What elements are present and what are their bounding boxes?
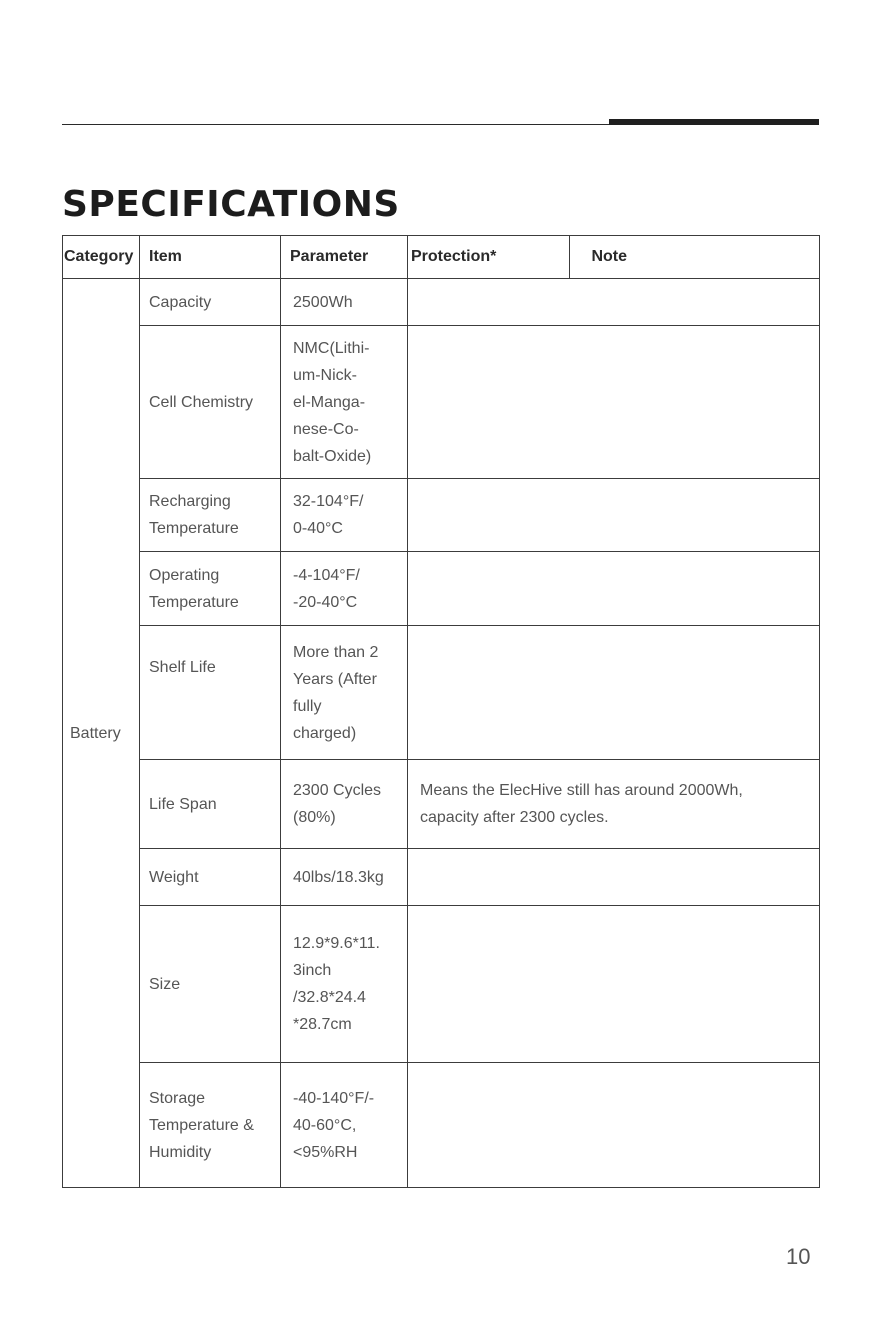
item-cell: Cell Chemistry bbox=[140, 326, 281, 479]
parameter-line: el-Manga- bbox=[293, 393, 366, 411]
category-cell: Battery bbox=[63, 279, 140, 1188]
item-cell: Capacity bbox=[140, 279, 281, 326]
note-cell bbox=[408, 479, 820, 552]
page-title: SPECIFICATIONS bbox=[62, 184, 400, 225]
note-cell bbox=[408, 626, 820, 760]
specifications-table bbox=[62, 235, 820, 1188]
header-note: Note bbox=[591, 248, 628, 265]
parameter-line: (80%) bbox=[293, 809, 336, 826]
table-row bbox=[63, 279, 820, 326]
note-cell bbox=[408, 552, 820, 626]
header-protection: Protection* bbox=[411, 248, 497, 265]
header-rule-thick bbox=[609, 119, 819, 125]
note-cell bbox=[408, 849, 820, 906]
header-parameter: Parameter bbox=[281, 236, 408, 279]
parameter-line: um-Nick- bbox=[293, 366, 357, 384]
parameter-line: <95%RH bbox=[293, 1143, 358, 1161]
parameter-line: -20-40°C bbox=[293, 593, 358, 611]
parameter-line: More than 2 bbox=[293, 643, 379, 661]
table-row bbox=[63, 1063, 820, 1188]
header-item: Item bbox=[140, 236, 281, 279]
table-row bbox=[63, 626, 820, 760]
header-divider bbox=[569, 235, 570, 278]
item-cell bbox=[140, 552, 281, 626]
parameter-cell bbox=[281, 326, 408, 479]
header-category: Category bbox=[63, 236, 140, 279]
item-line: Temperature bbox=[149, 593, 239, 611]
parameter-cell bbox=[281, 849, 408, 906]
parameter-line: NMC(Lithi- bbox=[293, 339, 370, 357]
item-cell bbox=[140, 479, 281, 552]
parameter-line: -4-104°F/ bbox=[293, 566, 360, 584]
parameter-line: nese-Co- bbox=[293, 420, 359, 438]
item-cell: Weight bbox=[140, 849, 281, 906]
parameter-cell bbox=[281, 479, 408, 552]
parameter-line: 0-40°C bbox=[293, 520, 343, 537]
parameter-line: 40lbs/18.3kg bbox=[293, 868, 384, 886]
parameter-line: Years (After bbox=[293, 670, 377, 688]
parameter-line: 3inch bbox=[293, 962, 332, 979]
parameter-line: -40-140°F/- bbox=[293, 1089, 375, 1107]
item-cell: Life Span bbox=[140, 760, 281, 849]
table-row bbox=[63, 760, 820, 849]
parameter-line: 32-104°F/ bbox=[293, 493, 364, 510]
item-line: Temperature bbox=[149, 520, 239, 537]
item-cell bbox=[140, 1063, 281, 1188]
table-row bbox=[63, 906, 820, 1063]
item-cell: Size bbox=[140, 906, 281, 1063]
parameter-line: balt-Oxide) bbox=[293, 447, 372, 465]
note-cell bbox=[408, 906, 820, 1063]
parameter-line: 2500Wh bbox=[293, 293, 353, 311]
parameter-line: charged) bbox=[293, 724, 357, 742]
note-cell: Means the ElecHive still has around 2000Wh, capacity after 2300 cycles. bbox=[408, 760, 820, 849]
parameter-cell bbox=[281, 279, 408, 326]
item-line: Recharging bbox=[149, 493, 231, 510]
parameter-line: 40-60°C, bbox=[293, 1116, 357, 1134]
header-protection-note bbox=[408, 236, 820, 279]
parameter-cell bbox=[281, 1063, 408, 1188]
table-row bbox=[63, 326, 820, 479]
parameter-line: /32.8*24.4 bbox=[293, 989, 366, 1006]
parameter-line: *28.7cm bbox=[293, 1016, 352, 1033]
parameter-line: 12.9*9.6*11. bbox=[293, 935, 380, 952]
table-row bbox=[63, 479, 820, 552]
parameter-line: fully bbox=[293, 697, 322, 715]
parameter-cell bbox=[281, 906, 408, 1063]
item-line: Humidity bbox=[149, 1143, 212, 1161]
table-header-row bbox=[63, 236, 820, 279]
header-rule-thin bbox=[62, 124, 610, 125]
table-row bbox=[63, 552, 820, 626]
parameter-cell bbox=[281, 626, 408, 760]
item-line: Operating bbox=[149, 566, 220, 584]
item-line: Storage bbox=[149, 1089, 206, 1107]
table-row bbox=[63, 849, 820, 906]
note-cell bbox=[408, 326, 820, 479]
parameter-line: 2300 Cycles bbox=[293, 782, 382, 799]
item-cell: Shelf Life bbox=[140, 626, 281, 760]
page-number: 10 bbox=[786, 1244, 811, 1269]
parameter-cell bbox=[281, 760, 408, 849]
item-line: Temperature & bbox=[149, 1116, 254, 1134]
parameter-cell bbox=[281, 552, 408, 626]
note-cell bbox=[408, 1063, 820, 1188]
note-cell bbox=[408, 279, 820, 326]
